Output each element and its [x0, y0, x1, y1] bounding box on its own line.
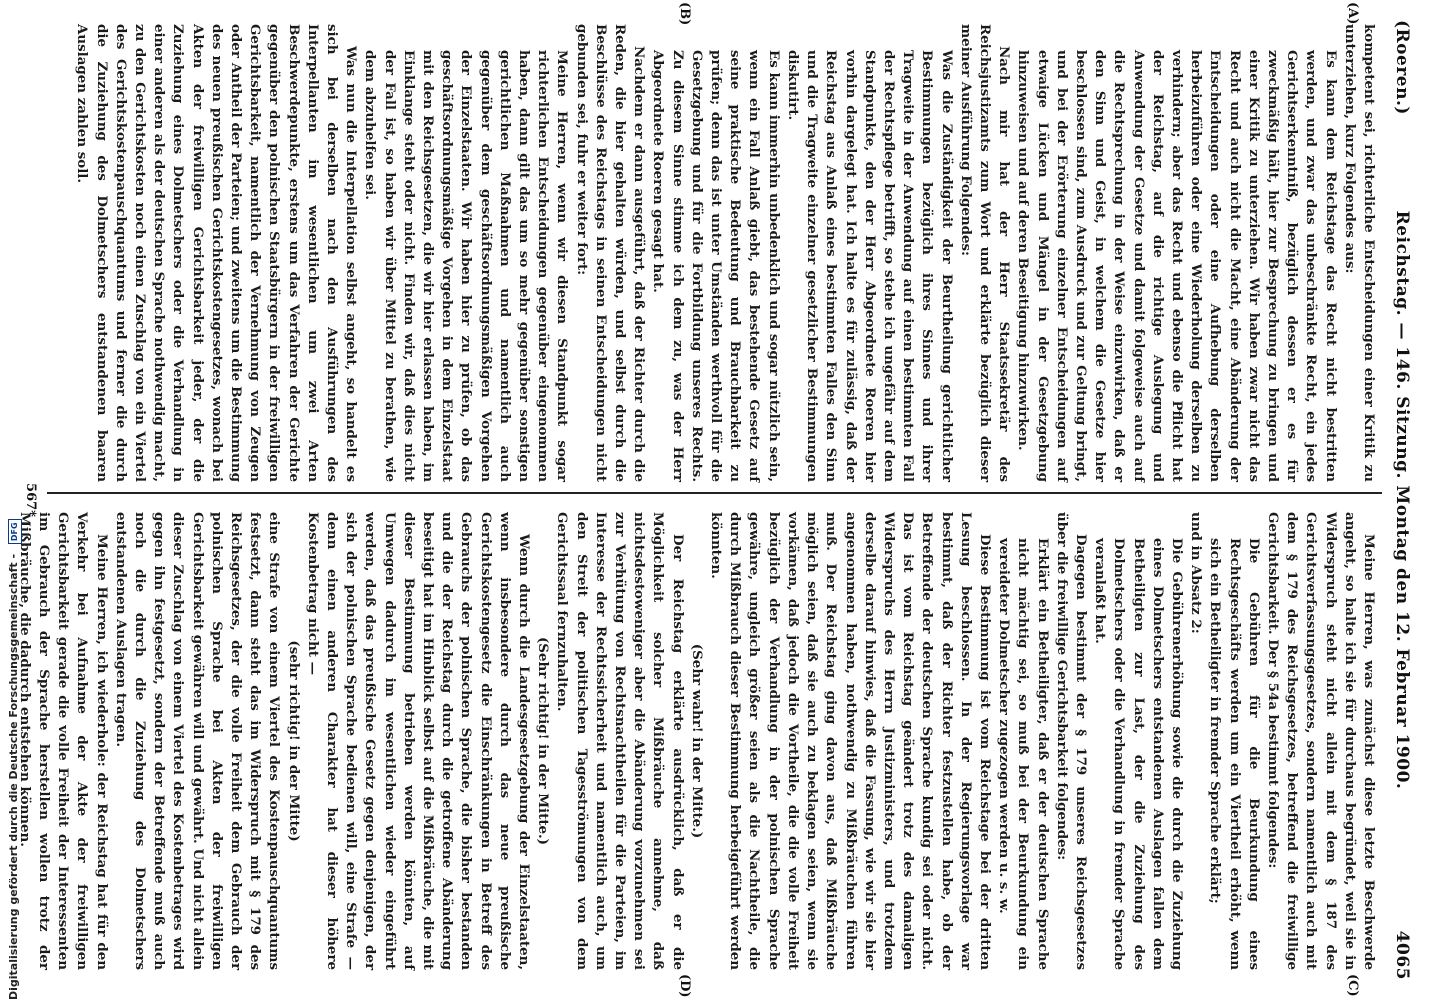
interjection: (sehr richtig! in der Mitte)	[285, 640, 302, 842]
margin-mark-b: (B)	[677, 2, 692, 26]
right-column	[15, 512, 1378, 970]
paragraph: Es kann dem Reichstage das Recht nicht bestritten werden, und zwar das unbeschränkte Recht, ein jedes Gerichtserkenntniß, bezüglich dessen er es für zweckmäßig hält, hier zur Besprechung zu bringen und einer Kritik zu unterziehen. Wir haben zwar nicht das Recht und auch nicht die Macht, eine Abänderung der Entscheidungen oder eine Aufhebung derselben herbeizuführen oder eine Wiederholung derselben zu verhindern; aber das Recht und ebenso die Pflicht hat der Reichstag, auf die richtige Auslegung und Anwendung der Gesetze und damit folgeweise auch auf die Rechtsprechung in der Weise einzuwirken, daß er den Sinn und Geist, in welchem die Gesetze hier beschlossen sind, zum Ausdruck und zur Geltung bringt, und bei der Erörterung einzelner Entscheidungen auf etwaige Lücken und Mängel in der Gesetzgebung hinzuweisen und auf deren Beseitigung hinzuwirken.	[1015, 50, 1339, 482]
paragraph: Meine Herren, wenn wir diesen Standpunkt sogar richterlichen Entscheidungen gegenüber eingenommen haben, dann gilt das um so mehr gegenüber sonstigen gerichtlichen Maßnahmen und namentlich auch gegenüber dem geschäftsordnungsmäßigen Vorgehen der Einzelstaaten. Wir haben hier zu prüfen, ob das geschäftsordnungsmäßige Vorgehen in dem Einzelstaat mit den Reichsgesetzen, die wir hier erlassen haben, im Einklange steht oder nicht. Finden wir, daß dies nicht der Fall ist, so haben wir über Mittel zu berathen, wie dem abzuhelfen sei.	[362, 50, 571, 482]
margin-mark-a: (A)	[1345, 2, 1360, 25]
header-page-number: 4065	[1392, 930, 1412, 980]
credit-text-wrap	[2, 522, 26, 1000]
paragraph: Nachdem er dann ausgeführt, daß der Richter durch die Reden, die hier gehalten würden, und selbst durch die Beschlüsse des Reichstags in seinen Entscheidungen nicht gebunden sei, fuhr er weiter fort:	[573, 24, 648, 482]
paragraph: Meine Herren, was zunächst diese letzte Beschwerde angeht, so halte ich sie für durchaus begründet, weil sie in Widerspruch steht nicht allein mit dem § 187 des Gerichtsverfassungsgesetzes, sondern namentlich auch mit dem § 179 des Reichsgesetzes, betreffend die freiwillige Gerichtsbarkeit. Der § 54a bestimmt folgendes:	[1264, 512, 1377, 970]
margin-mark-c: (C)	[1345, 974, 1360, 997]
paragraph: Meine Herren, ich wiederhole: der Reichstag hat für den Verkehr bei Aufnahme der Akte der freiwilligen Gerichtsbarkeit gerade die volle Freiheit der Interessenten im Gebrauch der Sprache herstellen wollen trotz der Mißbräuche, die dadurch entstehen können.	[16, 512, 110, 970]
column-divider	[47, 492, 1382, 494]
paragraph: Der Reichstag erklärte ausdrücklich, daß er die Möglichkeit solcher Mißbräuche annehme, daß nichtsdestoweniger aber die Abänderung vorzunehmen sei zur Verhütung von Rechtsnachtheilen für die Parteien, im Interesse der Rechtssicherheit und namentlich auch, um den Streit der politischen Tagesströmungen von dem Gerichtssaal fernzuhalten.	[554, 512, 686, 970]
paragraph: eine Strafe von einem Viertel des Kostenpauschquantums festsetzt, dann steht das im Widerspruch mit § 179 des Reichsgesetzes, der die volle Freiheit dem Gebrauch der polnischen Sprache bei Akten der freiwilligen Gerichtsbarkeit gewähren will und gewährt. Und nicht allein dieser Zuschlag von einem Viertel des Kostenbetrages wird gegen ihn festgesetzt, sondern der Betreffende muß auch noch die durch die Zuziehung des Dolmetschers entstandenen Auslagen tragen.	[112, 512, 283, 970]
interjection: (Sehr wahr! in der Mitte.)	[688, 643, 705, 839]
paragraph: Es kann immerhin unbedenklich und sogar nützlich sein, wenn ein Fall Anlaß giebt, das bestehende Gesetz auf seine praktische Bedeutung und Brauchbarkeit zu prüfen; denn das ist unter Umständen werthvoll für die Gesetzgebung und für die Fortbildung unseres Rechts. Zu diesem Sinne stimme ich dem zu, was der Herr Abgeordnete Roeren gesagt hat.	[650, 50, 782, 482]
paragraph: Erklärt ein Betheiligter, daß er der deutschen Sprache nicht mächtig sei, so muß bei der Beurkundung ein vereideter Dolmetscher zugezogen werden u. s. w.	[996, 538, 1051, 970]
paragraph: Die Gebührenerhöhung sowie die durch die Zuziehung eines Dolmetschers entstandenen Auslagen fallen dem Betheiligten zur Last, der die Zuziehung des Dolmetschers oder die Verhandlung in fremder Sprache veranlaßt hat.	[1092, 538, 1185, 970]
digitization-credit	[2, 522, 26, 1000]
footer-page-number: 567*	[23, 483, 38, 517]
paragraph: Wenn durch die Landesgesetzgebung der Einzelstaaten, wenn insbesondere durch das neue preußische Gerichtskostengesetz die Einschränkungen in Betreff des Gebrauchs der polnischen Sprache, die bisher bestanden und die der Reichstag durch die getroffene Abänderung beseitigt hat im Hinblick selbst auf die Mißbräuche, die mit dieser Bestimmung betrieben werden könnten, auf Umwegen dadurch im wesentlichen wieder eingeführt werden, daß das preußische Gesetz gegen denjenigen, der sich der polnischen Sprache bedienen will, eine Strafe — denn einen anderen Charakter hat dieser höhere Kostenbetrag nicht —	[304, 512, 533, 970]
header-title: Reichstag. — 146. Sitzung. Montag den 12. Februar 1900.	[1392, 210, 1412, 790]
paragraph: kompetent sei, richterliche Entscheidungen einer Kritik zu unterziehen, kurz Folgendes aus:	[1341, 24, 1377, 482]
dfg-logo-icon: DFG	[8, 519, 22, 544]
paragraph: und in Absatz 2:	[1188, 512, 1205, 634]
margin-mark-d: (D)	[677, 974, 692, 998]
paragraph: Nach mir hat der Herr Staatssekretär des Reichsjustizamts zum Wort und erklärte bezüglich dieser meiner Ausführung Folgendes:	[957, 24, 1013, 482]
header-speaker: (Roeren.)	[1392, 20, 1412, 115]
page-header	[1386, 20, 1416, 980]
paragraph: Dagegen bestimmt der § 179 unseres Reichsgesetzes über die freiwillige Gerichtsbarkeit folgendes:	[1053, 512, 1089, 970]
paragraph: Was die Zuständigkeit der Beurtheilung gerichtlicher Bestimmungen bezüglich ihres Sinnes und ihrer Tragweite in der Anwendung auf einen bestimmten Fall der Rechtspflege betrifft, so stehe ich ungefähr auf dem Standpunkte, den der Herr Abgeordnete Roeren hier vorhin dargelegt hat. Ich halte es für zulässig, daß der Reichstag aus Anlaß eines bestimmten Falles den Sinn und die Tragweite einzelner gesetzlicher Bestimmungen diskutirt.	[784, 50, 955, 482]
paragraph: Was nun die Interpellation selbst angeht, so handelt es sich bei derselben nach den Ausführungen des Interpellanten im wesentlichen um zwei Arten Beschwerdepunkte, erstens um das Verfahren der Gerichte gegenüber den polnischen Staatsbürgern in der freiwilligen Gerichtsbarkeit, namentlich der Vernehmung von Zeugen oder Antheil der Parteien; und zweitens um die Bestimmung des neuen preußischen Gerichtskostengesetzes, wonach bei Akten der freiwilligen Gerichtsbarkeit jeder, der die Zuziehung eines Dolmetschers oder die Verhandlung in einer anderen als der deutschen Sprache nothwendig macht, zu den Gerichtskosten noch einen Zuschlag von ein Viertel des Gerichtskostenpauschquantums und ferner die durch die Zuziehung des Dolmetschers entstandenen baaren Auslagen zahlen soll.	[74, 24, 360, 482]
paragraph: Die Gebühren für die Beurkundung eines Rechtsgeschäfts werden um ein Viertheil erhöht, wenn sich ein Betheiligter in fremder Sprache erklärt;	[1207, 538, 1262, 970]
interjection: (Sehr richtig! in der Mitte.)	[535, 636, 552, 846]
paragraph: Diese Bestimmung ist vom Reichstage bei der dritten Lesung beschlossen. In der Regierungsvorlage war bestimmt, daß der Richter festzustellen habe, ob der Betreffende der deutschen Sprache kundig sei oder nicht. Das ist vom Reichstag geändert trotz des damaligen Widerspruchs des Herrn Justizministers, und trotzdem derselbe darauf hinwies, daß die Fassung, wie wir sie hier angenommen haben, nothwendig zu Mißbräuchen führen muß. Der Reichstag ging davon aus, daß Mißbräuche möglich seien, daß sie auch zu beklagen seien, wenn sie vorkämen, daß jedoch die Vortheile, die die volle Freiheit bezüglich der Verhandlung in der polnischen Sprache gewähre, ungleich größer seien als die Nachtheile, die durch Mißbrauch dieser Bestimmung herbeigeführt werden könnten.	[708, 512, 993, 970]
credit-text: Digitalisierung gefördert durch die Deutsche Forschungsgemeinschaft -	[7, 553, 20, 1000]
left-column	[72, 24, 1378, 482]
